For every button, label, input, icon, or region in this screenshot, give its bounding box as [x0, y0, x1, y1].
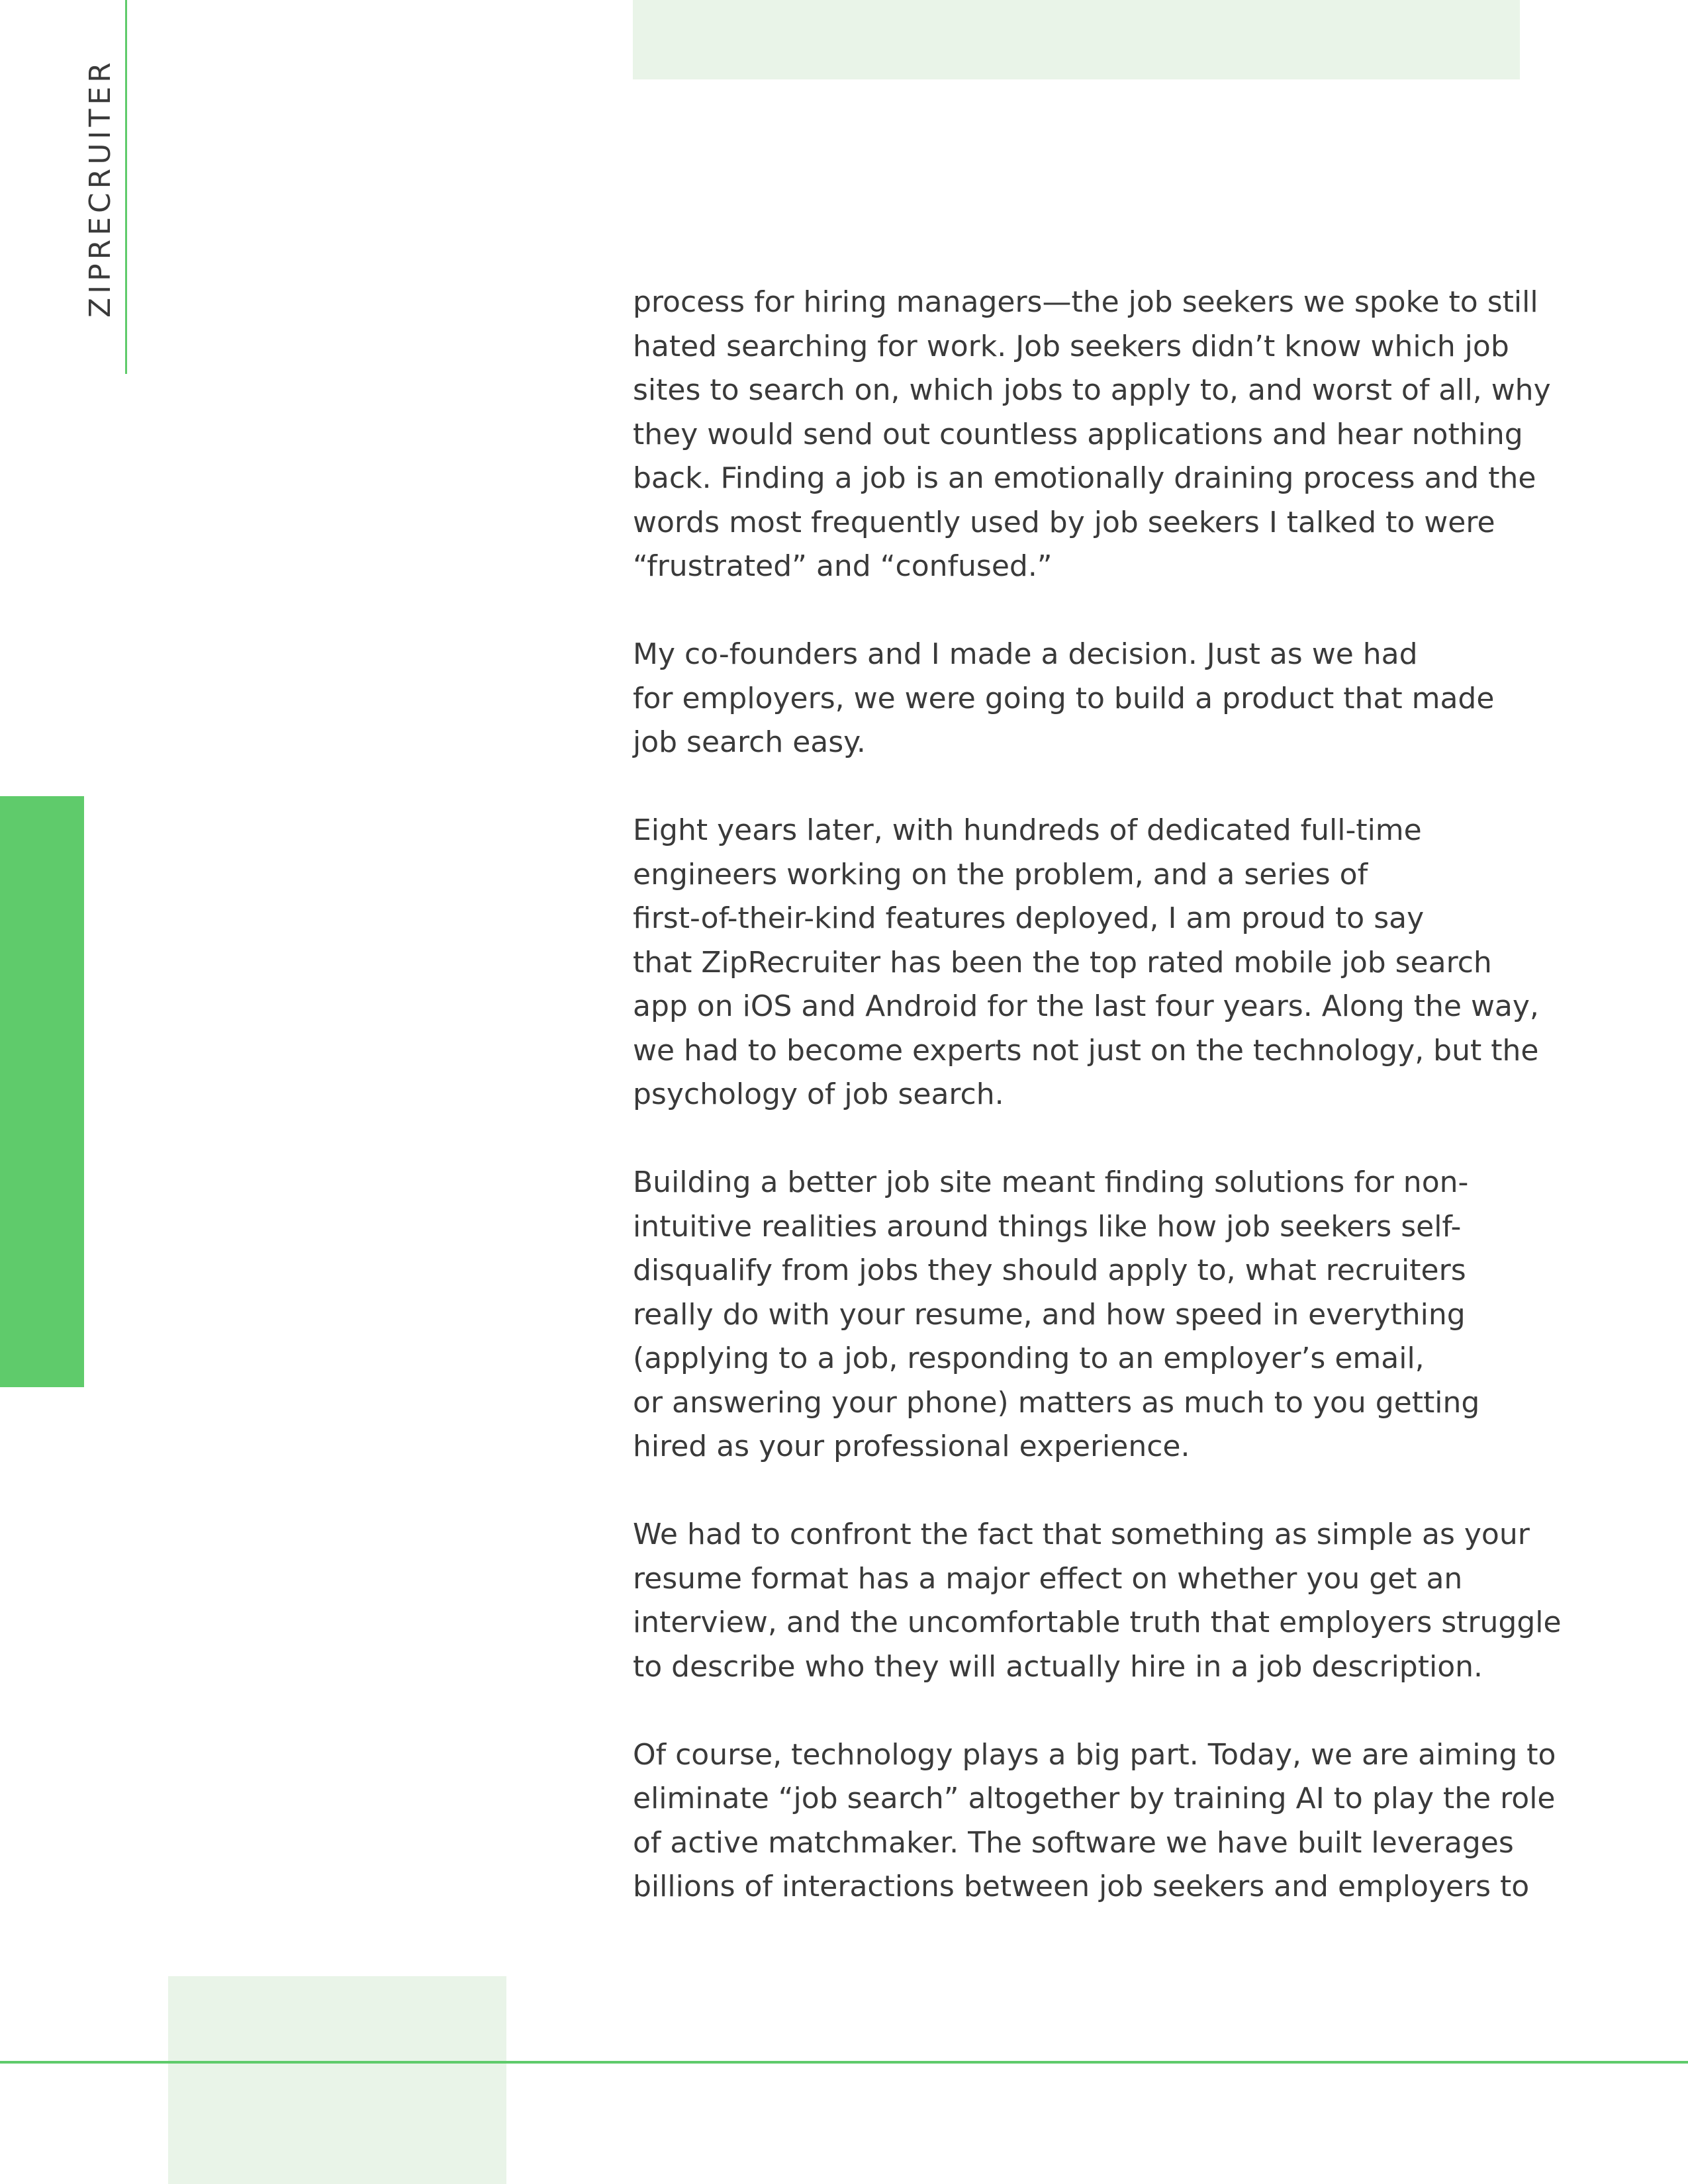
text-line: they would send out countless applications and hear nothing: [633, 417, 1523, 451]
text-line: resume format has a major effect on whether you get an: [633, 1561, 1463, 1596]
paragraph: [633, 281, 1551, 589]
text-line: Eight years later, with hundreds of dedicated full-time: [633, 813, 1422, 847]
text-line: we had to become experts not just on the technology, but the: [633, 1033, 1539, 1068]
paragraph: [633, 1733, 1556, 1909]
bottom-rule: [0, 2061, 1688, 2064]
text-line: Of course, technology plays a big part. Today, we are aiming to: [633, 1737, 1556, 1772]
text-line: eliminate “job search” altogether by training AI to play the role: [633, 1782, 1556, 1815]
paragraph: [633, 1513, 1562, 1689]
text-line: My co-founders and I made a decision. Just as we had: [633, 637, 1418, 671]
text-line: sites to search on, which jobs to apply to, and worst of all, why: [633, 373, 1551, 407]
text-line: really do with your resume, and how speed in everything: [633, 1297, 1466, 1332]
text-line: of active matchmaker. The software we have built leverages: [633, 1825, 1514, 1860]
text-line: hired as your professional experience.: [633, 1430, 1190, 1463]
sidebar-accent-line: [125, 0, 127, 374]
text-line: interview, and the uncomfortable truth that employers struggle: [633, 1606, 1562, 1639]
side-accent-bar: [0, 796, 84, 1387]
text-line: intuitive realities around things like how job seekers self-: [633, 1209, 1462, 1244]
text-line: Building a better job site meant finding solutions for non-: [633, 1165, 1469, 1199]
text-line: billions of interactions between job seekers and employers to: [633, 1870, 1530, 1903]
text-line: (applying to a job, responding to an employer’s email,: [633, 1342, 1425, 1375]
text-line: engineers working on the problem, and a series of: [633, 857, 1368, 891]
text-line: process for hiring managers—the job seekers we spoke to still: [633, 285, 1538, 319]
paragraph: [633, 809, 1546, 1117]
text-line: first-of-their-kind features deployed, I am proud to say: [633, 901, 1425, 935]
paragraph: [633, 1161, 1546, 1469]
text-line: or answering your phone) matters as much to you getting: [633, 1385, 1480, 1420]
top-decorative-block: [633, 0, 1520, 79]
brand-vertical-label: ZIPRECRUITER: [83, 58, 117, 318]
text-line: back. Finding a job is an emotionally draining process and the: [633, 461, 1536, 495]
text-line: disqualify from jobs they should apply to, what recruiters: [633, 1253, 1466, 1287]
text-line: that ZipRecruiter has been the top rated mobile job search: [633, 945, 1492, 979]
text-line: We had to confront the fact that something as simple as your: [633, 1518, 1530, 1551]
bottom-decorative-block: [168, 1976, 506, 2184]
text-line: for employers, we were going to build a product that made: [633, 681, 1495, 715]
text-line: job search easy.: [633, 725, 866, 759]
text-line: hated searching for work. Job seekers didn’t know which job: [633, 329, 1509, 363]
text-line: “frustrated” and “confused.”: [633, 549, 1053, 583]
paragraph: [633, 633, 1546, 765]
text-line: to describe who they will actually hire in a job description.: [633, 1649, 1483, 1684]
text-line: app on iOS and Android for the last four years. Along the way,: [633, 989, 1539, 1023]
text-line: words most frequently used by job seekers I talked to were: [633, 505, 1495, 539]
article-body: [633, 281, 1562, 1909]
text-line: psychology of job search.: [633, 1077, 1004, 1111]
